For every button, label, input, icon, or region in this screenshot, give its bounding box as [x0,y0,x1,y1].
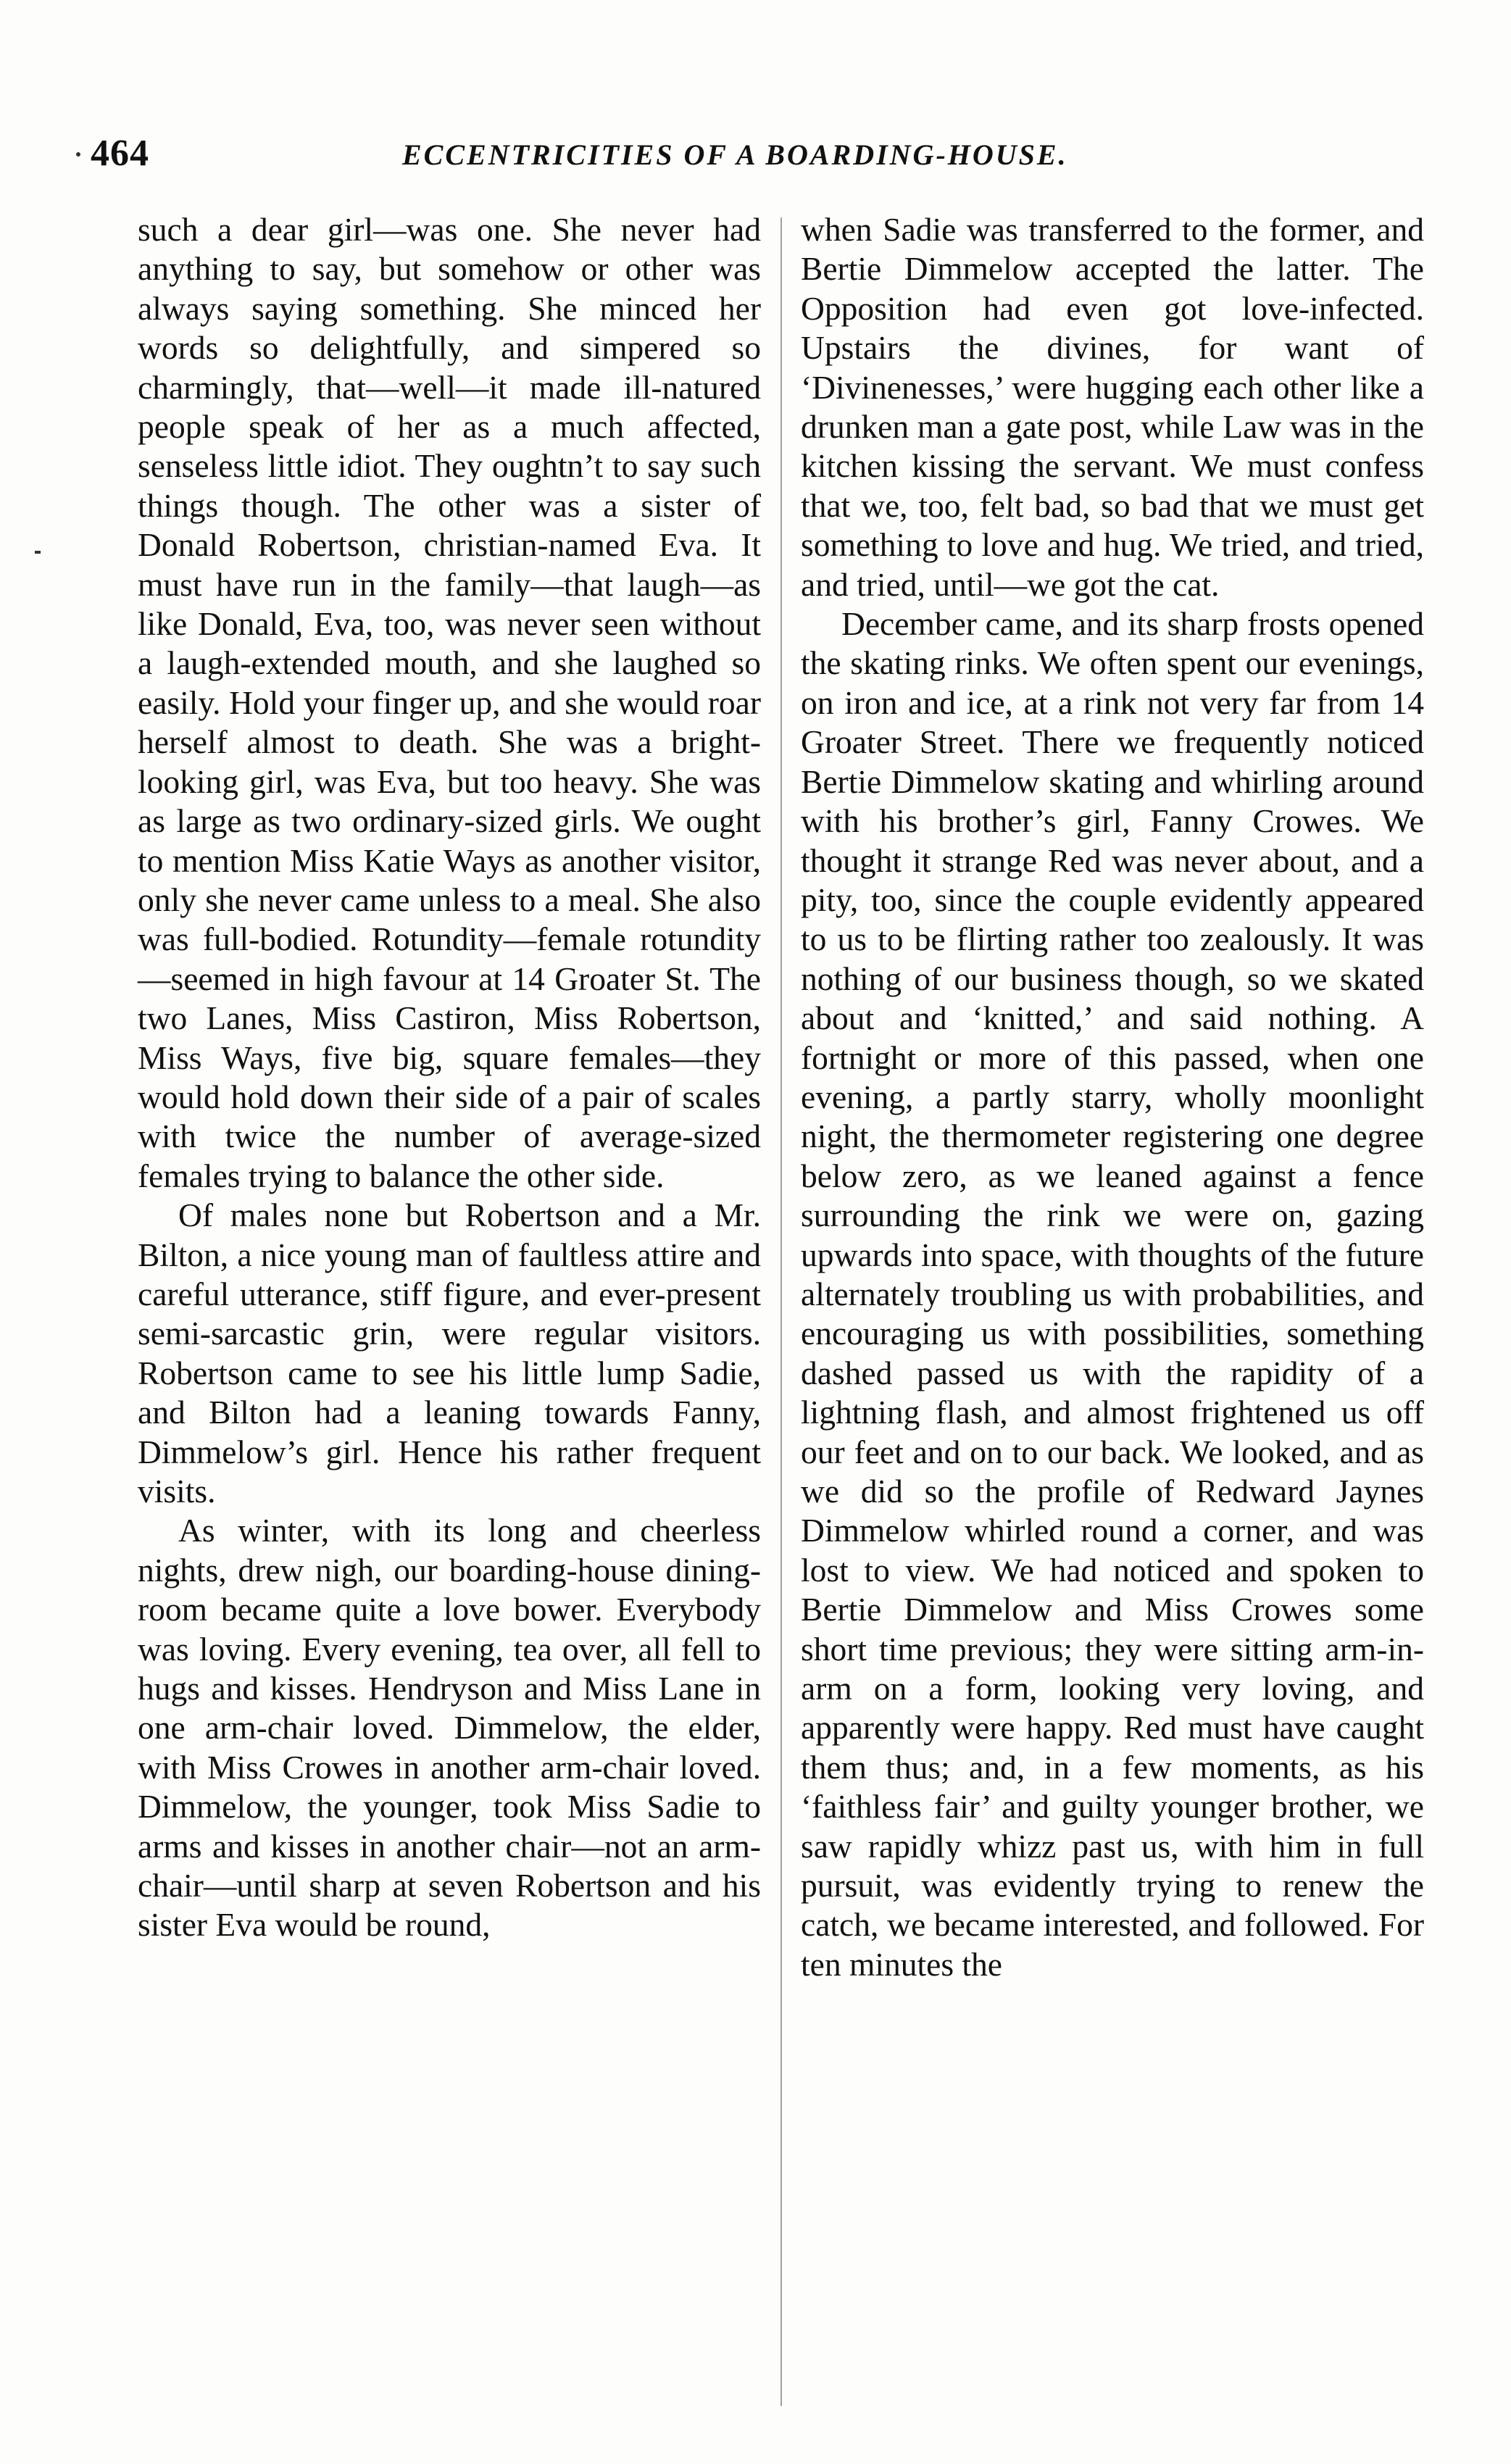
running-head: ECCENTRICITIES OF A BOARDING-HOUSE. [402,138,1068,171]
paragraph: such a dear girl—was one. She never had anything to say, but somehow or other was always saying something. She minced her words so delightfully, and simpered so charmingly, that—well—it made ill-natured people speak of her as a much affected, senseless little idiot. They oughtn’t to say such things though. The other was a sister of Donald Robertson, christian-named Eva. It must have run in the family—that laugh—as like Donald, Eva, too, was never seen without a laugh-extended mouth, and she laughed so easily. Hold your finger up, and she would roar herself almost to death. She was a bright-looking girl, was Eva, but too heavy. She was as large as two ordinary-sized girls. We ought to mention Miss Katie Ways as another visitor, only she never came unless to a meal. She also was full-bodied. Rotundity—female rotundity—seemed in high favour at 14 Groater St. The two Lanes, Miss Castiron, Miss Robertson, Miss Ways, five big, square females—they would hold down their side of a pair of scales with twice the number of average-sized females trying to balance the other side. [138,211,761,1194]
page-header [91,132,1453,175]
page-number: 464 [91,133,149,174]
paragraph: December came, and its sharp frosts opened the skating rinks. We often spent our evenings, on iron and ice, at a rink not very far from 14 Groater Street. There we frequently noticed Bertie Dimmelow skating and whirling around with his brother’s girl, Fanny Crowes. We thought it strange Red was never about, and a pity, too, since the couple evidently appeared to us to be flirting rather too zealously. It was nothing of our business though, so we skated about and ‘knitted,’ and said nothing. A fortnight or more of this passed, when one evening, a partly starry, wholly moonlight night, the thermometer registering one degree below zero, as we leaned against a fence surrounding the rink we were on, gazing upwards into space, with thoughts of the future alternately troubling us with probabilities, and encouraging us with possibilities, something dashed passed us with the rapidity of a lightning flash, and almost frightened us off our feet and on to our back. We looked, and as we did so the profile of Redward Jaynes Dimmelow whirled round a corner, and was lost to view. We had noticed and spoken to Bertie Dimmelow and Miss Crowes some short time previous; they were sitting arm-in-arm on a form, looking very loving, and apparently were happy. Red must have caught them thus; and, in a few moments, as his ‘faithless fair’ and guilty younger brother, we saw rapidly whizz past us, with him in full pursuit, was evidently trying to renew the catch, we became interested, and followed. For ten minutes the [801,605,1424,1983]
margin-mark [35,551,41,554]
print-speck [76,152,80,157]
left-column [138,210,761,1945]
right-column [801,210,1424,1984]
column-divider [781,217,782,2406]
paragraph: Of males none but Robertson and a Mr. Bilton, a nice young man of faultless attire and careful utterance, stiff figure, and ever-present semi-sarcastic grin, were regular visitors. Robertson came to see his little lump Sadie, and Bilton had a leaning towards Fanny, Dimmelow’s girl. Hence his rather frequent visits. [138,1196,761,1510]
paragraph: As winter, with its long and cheerless nights, drew nigh, our boarding-house dining-room became quite a love bower. Everybody was loving. Every evening, tea over, all fell to hugs and kisses. Hendryson and Miss Lane in one arm-chair loved. Dimmelow, the elder, with Miss Crowes in another arm-chair loved. Dimmelow, the younger, took Miss Sadie to arms and kisses in another chair—not an arm-chair—until sharp at seven Robertson and his sister Eva would be round, [138,1512,761,1944]
paragraph: when Sadie was transferred to the former, and Bertie Dimmelow accepted the latter. The Opposition had even got love-infected. Upstairs the divines, for want of ‘Divinenesses,’ were hugging each other like a drunken man a gate post, while Law was in the kitchen kissing the servant. We must confess that we, too, felt bad, so bad that we must get something to love and hug. We tried, and tried, and tried, until—we got the cat. [801,211,1424,603]
